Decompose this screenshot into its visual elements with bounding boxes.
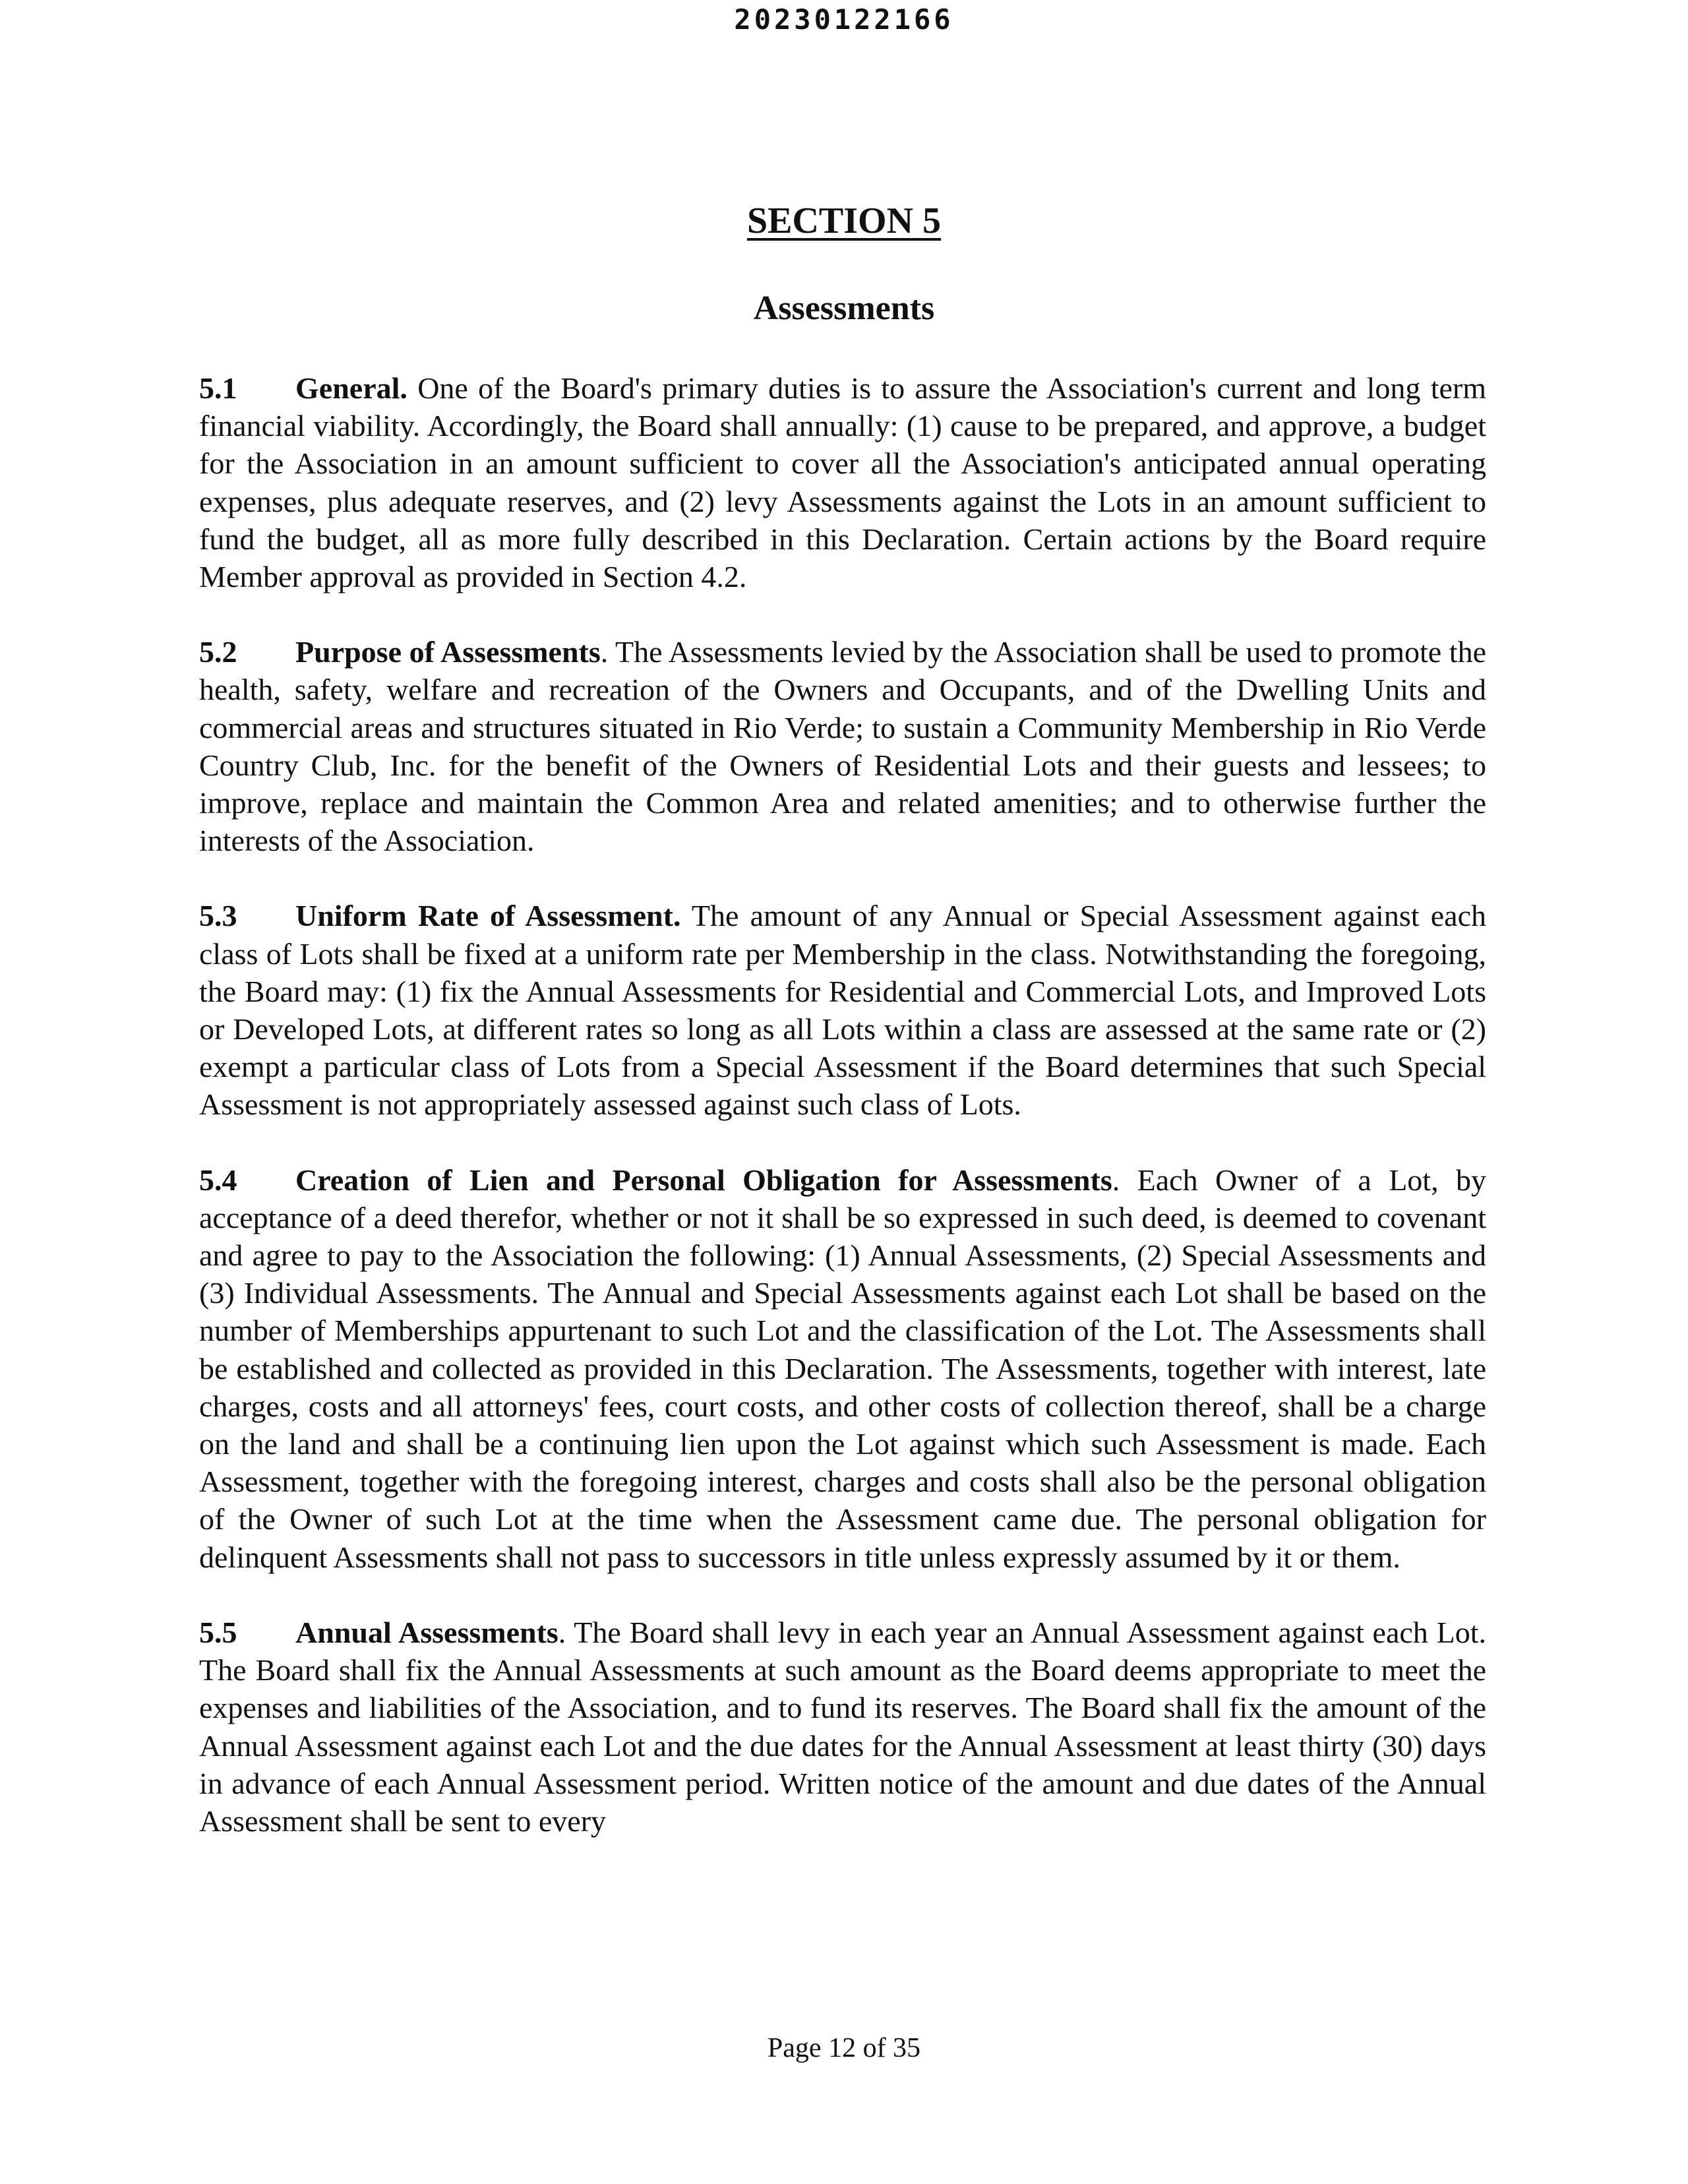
- section-heading: SECTION 5: [746, 200, 942, 241]
- clause-text: . The Assessments levied by the Association shall be used to promote the health, safety, welfare and recreation of the Owners and Occupants, and of the Dwelling Units and commercial areas and structures situated in Rio Verde; to sustain a Community Membership in Rio Verde Country Club, Inc. for the benefit of the Owners of Residential Lots and their guests and lessees; to improve, replace and maintain the Common Area and related amenities; and to otherwise further the interests of the Association.: [199, 635, 1486, 858]
- clause-number: 5.5: [199, 1615, 237, 1649]
- recording-number: 20230122166: [734, 3, 954, 36]
- clause-number: 5.4: [199, 1163, 237, 1197]
- clause-number: 5.1: [199, 371, 237, 405]
- clause-heading: Creation of Lien and Personal Obligation for Assessments: [295, 1163, 1112, 1197]
- document-body: [199, 369, 1486, 1877]
- clause-number: 5.2: [199, 635, 237, 669]
- clause-text: . Each Owner of a Lot, by acceptance of a deed therefor, whether or not it shall be so expressed in such deed, is deemed to covenant and agree to pay to the Association the following: (1) Annual Assessments, (2) Special Assessments and (3) Individual Assessments. The Annual and Special Assessments against each Lot shall be based on the number of Memberships appurtenant to such Lot and the classification of the Lot. The Assessments shall be established and collected as provided in this Declaration. The Assessments, together with interest, late charges, costs and all attorneys' fees, court costs, and other costs of collection thereof, shall be a charge on the land and shall be a continuing lien upon the Lot against which such Assessment is made. Each Assessment, together with the foregoing interest, charges and costs shall also be the personal obligation of the Owner of such Lot at the time when the Assessment came due. The personal obligation for delinquent Assessments shall not pass to successors in title unless expressly assumed by it or them.: [199, 1163, 1486, 1574]
- clause-heading: Annual Assessments: [295, 1615, 558, 1649]
- clause-heading: Uniform Rate of Assessment.: [295, 899, 681, 933]
- clause-heading: General.: [295, 371, 407, 405]
- page-number: Page 12 of 35: [767, 2033, 921, 2063]
- clause-heading: Purpose of Assessments: [295, 635, 601, 669]
- clause-5-5: [199, 1614, 1486, 1840]
- section-title: Assessments: [753, 289, 935, 327]
- clause-5-4: [199, 1161, 1486, 1576]
- clause-5-1: [199, 369, 1486, 595]
- clause-5-3: [199, 897, 1486, 1123]
- clause-text: . The Board shall levy in each year an Annual Assessment against each Lot. The Board shall fix the Annual Assessments at such amount as the Board deems appropriate to meet the expenses and liabilities of the Association, and to fund its reserves. The Board shall fix the amount of the Annual Assessment against each Lot and the due dates for the Annual Assessment at least thirty (30) days in advance of each Annual Assessment period. Written notice of the amount and due dates of the Annual Assessment shall be sent to every: [199, 1615, 1486, 1838]
- clause-5-2: [199, 633, 1486, 859]
- clause-text: The amount of any Annual or Special Assessment against each class of Lots shall be fixed at a uniform rate per Membership in the class. Notwithstanding the foregoing, the Board may: (1) fix the Annual Assessments for Residential and Commercial Lots, and Improved Lots or Developed Lots, at different rates so long as all Lots within a class are assessed at the same rate or (2) exempt a particular class of Lots from a Special Assessment if the Board determines that such Special Assessment is not appropriately assessed against such class of Lots.: [199, 899, 1486, 1122]
- clause-number: 5.3: [199, 899, 237, 933]
- clause-text: One of the Board's primary duties is to assure the Association's current and long term financial viability. Accordingly, the Board shall annually: (1) cause to be prepared, and approve, a budget for the Association in an amount sufficient to cover all the Association's anticipated annual operating expenses, plus adequate reserves, and (2) levy Assessments against the Lots in an amount sufficient to fund the budget, all as more fully described in this Declaration. Certain actions by the Board require Member approval as provided in Section 4.2.: [199, 371, 1486, 594]
